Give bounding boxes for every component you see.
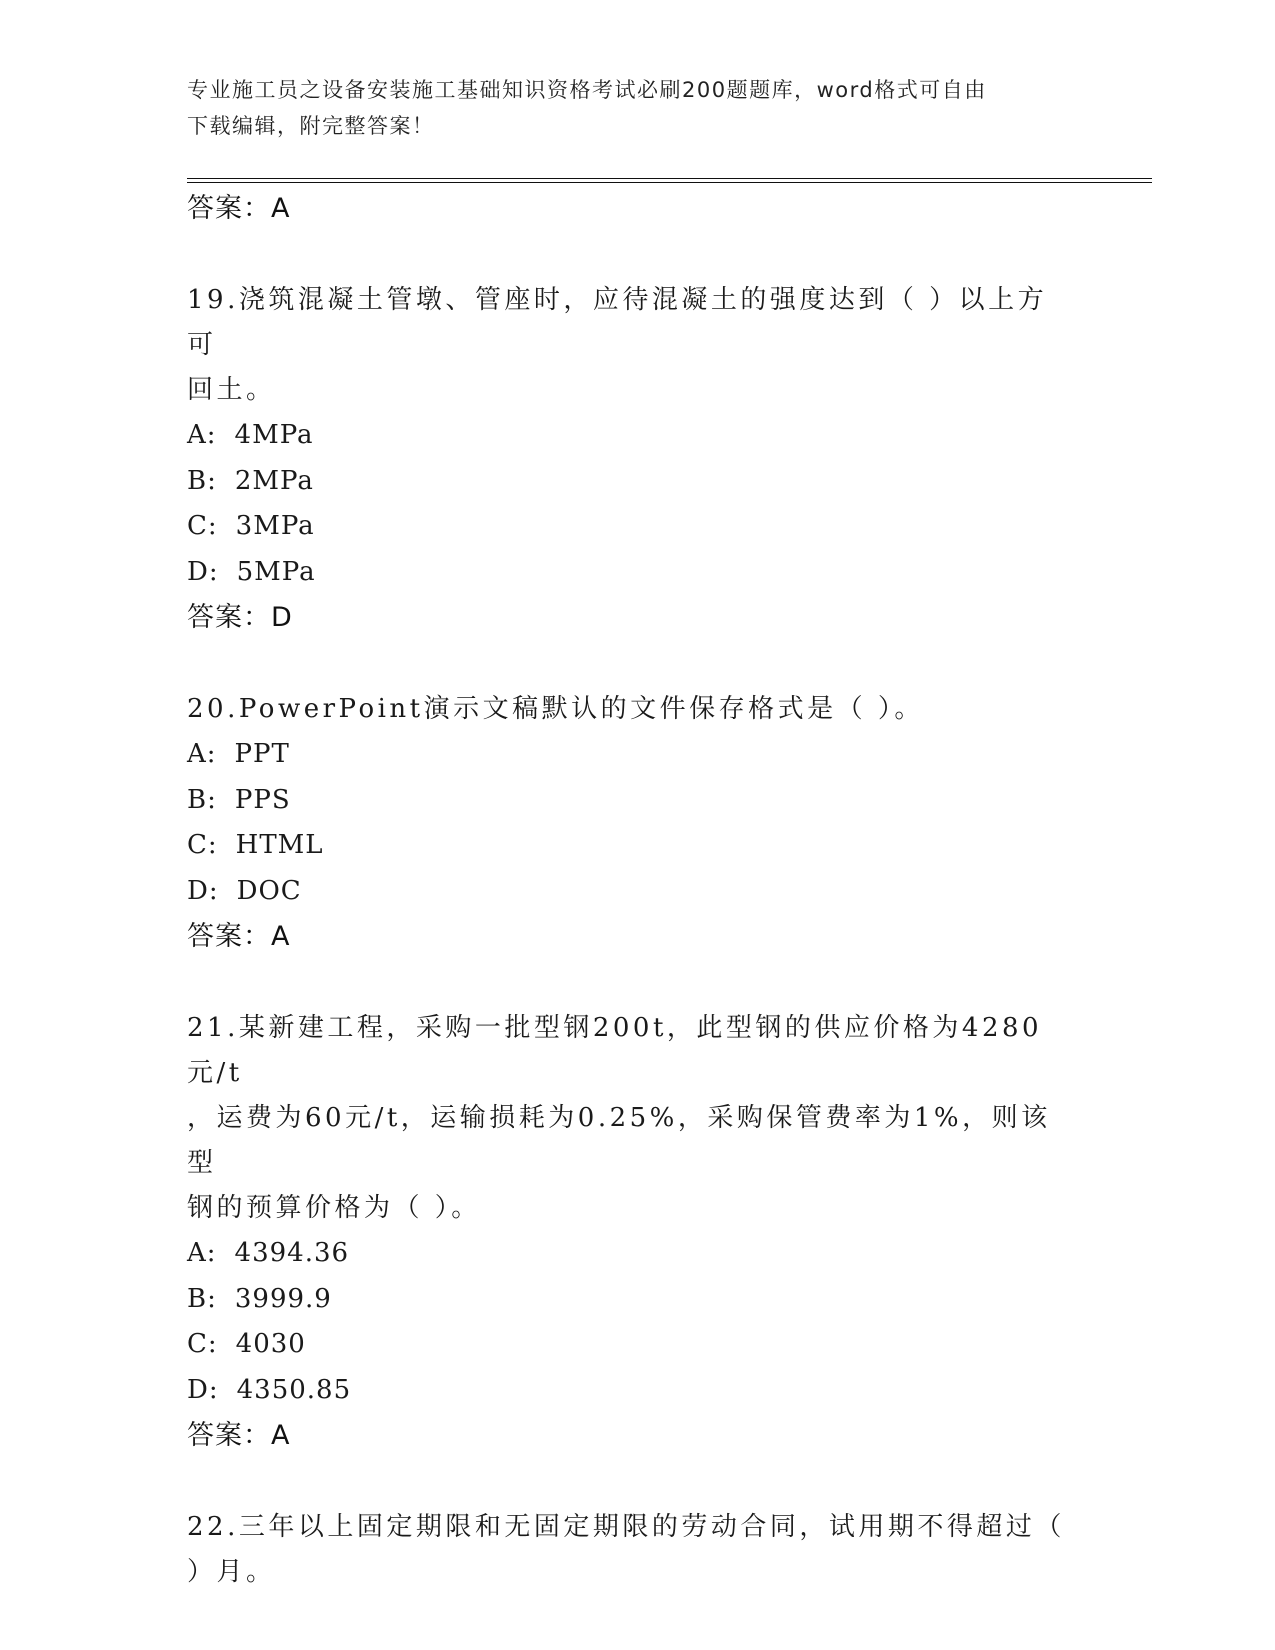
option-value: 2MPa xyxy=(234,465,314,496)
question-text-line: ，运费为60元/t，运输损耗为0.25%，采购保管费率为1%，则该型 xyxy=(187,1103,1051,1178)
option-b xyxy=(187,459,1067,505)
question-text-line: 回土。 xyxy=(187,375,276,405)
answer-line: 答案：A xyxy=(187,921,291,952)
option-key: B: xyxy=(187,465,217,496)
option-key: A: xyxy=(187,1238,217,1268)
option-key: D: xyxy=(187,1374,219,1405)
option-b xyxy=(187,1277,1067,1323)
question-22 xyxy=(187,1505,1067,1595)
question-text-line: ）月。 xyxy=(187,1557,276,1587)
option-value: PPT xyxy=(234,739,290,769)
option-c xyxy=(187,504,1067,550)
option-value: 4MPa xyxy=(234,420,314,450)
document-header xyxy=(187,72,1067,144)
page-content xyxy=(187,186,1067,1595)
question-text-line: 钢的预算价格为（ ）。 xyxy=(187,1193,481,1223)
option-value: PPS xyxy=(234,784,291,815)
question-19 xyxy=(187,278,1067,641)
option-key: B: xyxy=(187,1283,217,1314)
option-d xyxy=(187,1368,1067,1414)
option-d xyxy=(187,550,1067,596)
option-key: C: xyxy=(187,830,218,860)
option-value: 3999.9 xyxy=(234,1283,332,1314)
option-c xyxy=(187,1322,1067,1368)
header-line-2: 下载编辑，附完整答案！ xyxy=(187,114,435,138)
option-key: D: xyxy=(187,875,219,906)
question-text-line: 22.三年以上固定期限和无固定期限的劳动合同，试用期不得超过（ xyxy=(187,1512,1065,1542)
header-line-1: 专业施工员之设备安装施工基础知识资格考试必刷200题题库，word格式可自由 xyxy=(187,78,987,102)
option-b xyxy=(187,778,1067,824)
option-a xyxy=(187,413,1067,459)
option-value: 4394.36 xyxy=(234,1238,350,1268)
header-divider-top xyxy=(187,178,1152,179)
option-value: 4350.85 xyxy=(236,1374,352,1405)
answer-line: 答案：A xyxy=(187,1420,291,1451)
option-c xyxy=(187,823,1067,869)
question-text-line: 20.PowerPoint演示文稿默认的文件保存格式是（ ）。 xyxy=(187,694,924,724)
option-value: 3MPa xyxy=(235,511,315,541)
option-key: C: xyxy=(187,1329,218,1359)
option-key: B: xyxy=(187,784,217,815)
option-a xyxy=(187,732,1067,778)
question-text-line: 19.浇筑混凝土管墩、管座时，应待混凝土的强度达到（ ）以上方可 xyxy=(187,285,1048,360)
option-value: HTML xyxy=(235,830,324,860)
option-key: A: xyxy=(187,739,217,769)
option-value: 5MPa xyxy=(236,556,316,587)
header-divider-bottom xyxy=(187,182,1152,183)
option-key: D: xyxy=(187,556,219,587)
question-text-line: 21.某新建工程，采购一批型钢200t，此型钢的供应价格为4280元/t xyxy=(187,1013,1043,1088)
option-a xyxy=(187,1231,1067,1277)
option-key: C: xyxy=(187,511,218,541)
answer-line: 答案：A xyxy=(187,193,291,224)
answer-line: 答案：D xyxy=(187,602,293,633)
option-value: 4030 xyxy=(235,1329,306,1359)
option-d xyxy=(187,869,1067,915)
question-21 xyxy=(187,1006,1067,1459)
option-value: DOC xyxy=(236,875,302,906)
option-key: A: xyxy=(187,420,217,450)
question-20 xyxy=(187,687,1067,960)
